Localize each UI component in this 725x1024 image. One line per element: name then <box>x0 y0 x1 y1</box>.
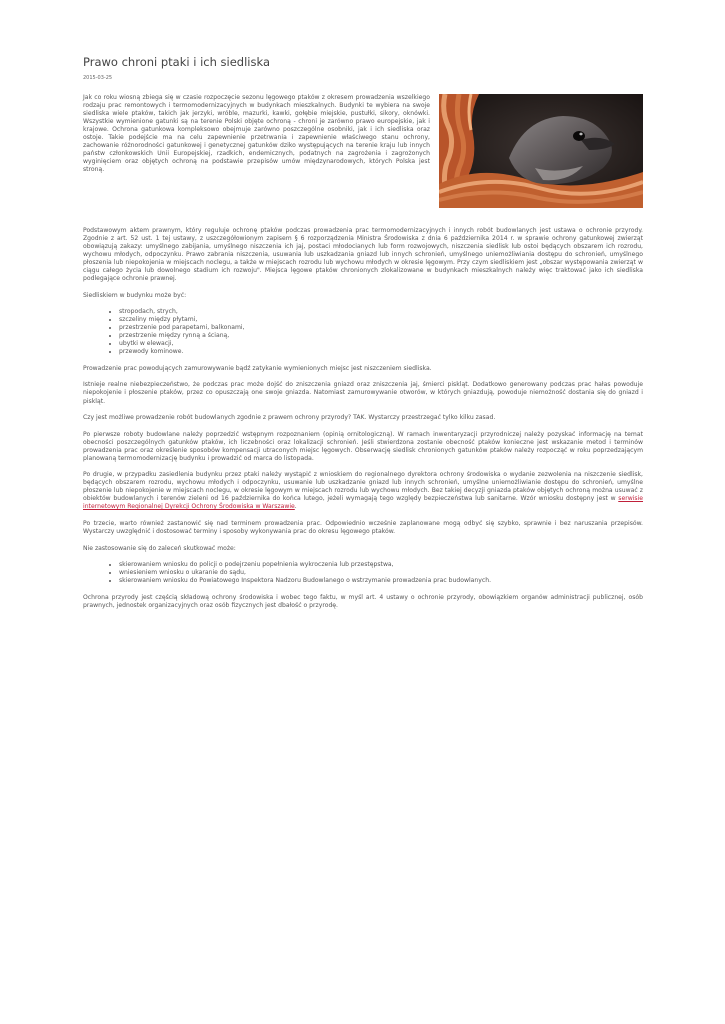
swift-bird-photo <box>439 94 643 208</box>
list-item: • ubytki w elewacji, <box>119 340 643 348</box>
list-item: • stropodach, strych, <box>119 308 643 316</box>
intro-paragraph: Jak co roku wiosną zbiega się w czasie rozpoczęcie sezonu lęgowego ptaków z okresem prowadzenia wszelkiego rodzaju prac remontowych i termomodernizacyjnych w budynkach mieszkalnych. Budynki te wybiera na swoje siedliska wiele ptaków, takich jak jerzyki, wróble, mazurki, kawki, gołębie miejskie, pustułki, sikory, oknówki. Wszystkie wymienione gatunki są na terenie Polski objęte ochroną - chroni je zarówno prawo europejskie, jak i krajowe. Ochrona gatunkowa kompleksowo obejmuje zarówno poszczególne osobniki, jak i ich siedliska oraz ostoje. Takie podejście ma na celu zapewnienie przetrwania i zapewnienie właściwego stanu ochrony, zachowanie różnorodności gatunkowej i genetycznej gatunków dziko występujących na terenie kraju lub innych państw członkowskich Unii Europejskiej, rzadkich, endemicznych, podatnych na zagrożenia i zagrożonych wyginięciem oraz objętych ochroną na podstawie przepisów umów międzynarodowych, których Polska jest stroną. <box>83 94 430 174</box>
list-item: • wniesieniem wniosku o ukaranie do sądu, <box>119 569 643 577</box>
list-item: • przestrzenie pod parapetami, balkonami, <box>119 324 643 332</box>
paragraph-question: Czy jest możliwe prowadzenie robót budowlanych zgodnie z prawem ochrony przyrody? TAK. Wystarczy przestrzegać tylko kilku zasad. <box>83 414 496 422</box>
second-step-end: . <box>294 503 297 511</box>
intro-section <box>83 94 643 208</box>
paragraph-danger: Istnieje realne niebezpieczeństwo, że podczas prac może dojść do zniszczenia gniazd oraz zniszczenia jaj, śmierci piskląt. Dodatkowo generowany podczas prac hałas powoduje niepokojenie i płoszenie ptaków, przez co opuszczają one swoje gniazda. Natomiast zamurowywanie otworów, w których gniazdują, powoduje niemożność dostania się do gniazd i piskląt. <box>83 381 643 405</box>
consequences-list <box>83 561 643 585</box>
article-date: 2015-03-25 <box>83 75 113 81</box>
rdos-warsaw-link[interactable]: serwisie internetowym Regionalnej Dyrekcji Ochrony Środowiska w Warszawie <box>83 495 643 511</box>
paragraph-legal-basis: Podstawowym aktem prawnym, który reguluje ochronę ptaków podczas prowadzenia prac termomodernizacyjnych i innych robót budowlanych jest ustawa o ochronie przyrody. Zgodnie z art. 52 ust. 1 tej ustawy, z uszczegółowionym zapisem § 6 rozporządzenia Ministra Środowiska z dnia 6 października 2014 r. w sprawie ochrony gatunkowej zwierząt obowiązują zakazy: umyślnego zabijania, umyślnego niszczenia ich jaj, postaci młodocianych lub form rozwojowych, niszczenia siedlisk lub ostoi będących obszarem ich rozrodu, wychowu młodych, odpoczynku. Prawo zabrania niszczenia, usuwania lub uszkadzania gniazd lub innych schronień, umyślnego uniemożliwiania dostępu do schronień, umyślnego płoszenia lub niepokojenia w miejscach noclegu, a także w miejscach rozrodu lub wychowu młodych w okresie lęgowym. Przy czym siedliskiem jest „obszar występowania zwierząt w ciągu całego życia lub dowolnego stadium ich rozwoju". Miejsca lęgowe ptaków chronionych zlokalizowane w budynkach mieszkalnych należy więc traktować jako ich siedliska podlegające ochronie prawnej. <box>83 227 643 283</box>
paragraph-third-step: Po trzecie, warto również zastanowić się nad terminem prowadzenia prac. Odpowiednio wcześnie zaplanowane mogą odbyć się szybko, sprawnie i bez naruszania przepisów. Wystarczy uwzględnić i dostosować terminy i sposoby wykonywania prac do okresu lęgowego ptaków. <box>83 520 643 536</box>
list-item: • skierowaniem wniosku do Powiatowego Inspektora Nadzoru Budowlanego o wstrzymanie prowadzenia prac budowlanych. <box>119 577 643 585</box>
paragraph-habitat-intro: Siedliskiem w budynku może być: <box>83 291 187 299</box>
paragraph-consequences-intro: Nie zastosowanie się do zaleceń skutkować może: <box>83 544 236 552</box>
habitat-list <box>83 308 643 356</box>
paragraph-second-step <box>83 471 643 511</box>
paragraph-first-step: Po pierwsze roboty budowlane należy poprzedzić wstępnym rozpoznaniem (opinią ornitologiczną). W ramach inwentaryzacji przyrodniczej należy pozyskać informację na temat obecności poszczególnych gatunków ptaków, ich liczebności oraz lokalizacji schronień. Jeśli stwierdzona zostanie obecność ptaków konieczne jest wskazanie metod i terminów prowadzenia prac oraz określenie sposobów kompensacji utraconych miejsc lęgowych. Obserwację siedlisk chronionych gatunków ptaków należy rozpocząć w roku poprzedzającym planowaną termomodernizację budynku i prowadzić od marca do listopada. <box>83 430 643 462</box>
list-item: • szczeliny między płytami, <box>119 316 643 324</box>
paragraph-habitat-destruction: Prowadzenie prac powodujących zamurowywanie bądź zatykanie wymienionych miejsc jest niszczeniem siedliska. <box>83 364 432 372</box>
article-title: Prawo chroni ptaki i ich siedliska <box>83 55 270 69</box>
paragraph-conclusion: Ochrona przyrody jest częścią składową ochrony środowiska i wobec tego faktu, w myśl art. 4 ustawy o ochronie przyrody, obowiązkiem organów administracji publicznej, osób prawnych, jednostek organizacyjnych oraz osób fizycznych jest dbałość o przyrodę. <box>83 593 643 609</box>
second-step-text: Po drugie, w przypadku zasiedlenia budynku przez ptaki należy wystąpić z wnioskiem do regionalnego dyrektora ochrony środowiska o wydanie zezwolenia na niszczenie siedlisk, będących obszarem rozrodu, wychowu młodych i odpoczynku, usuwanie lub uszkadzanie gniazd lub innych schronień, umyślne uniemożliwianie dostępu do schronień, umyślne płoszenie lub niepokojenie w miejscach noclegu, w okresie lęgowym w miejscach rozrodu lub wychowu młodych. Bez takiej decyzji gniazda ptaków objętych ochroną można usuwać z obiektów budowlanych i terenów zieleni od 16 października do końca lutego, jeżeli wymagają tego względy bezpieczeństwa lub sanitarne. Wzór wniosku dostępny jest w <box>83 471 643 503</box>
article <box>83 55 643 618</box>
list-item: • skierowaniem wniosku do policji o podejrzeniu popełnienia wykroczenia lub przestępstwa, <box>119 561 643 569</box>
list-item: • przestrzenie między rynną a ścianą, <box>119 332 643 340</box>
photo-illustration <box>439 94 643 208</box>
list-item: • przewody kominowe. <box>119 348 643 356</box>
